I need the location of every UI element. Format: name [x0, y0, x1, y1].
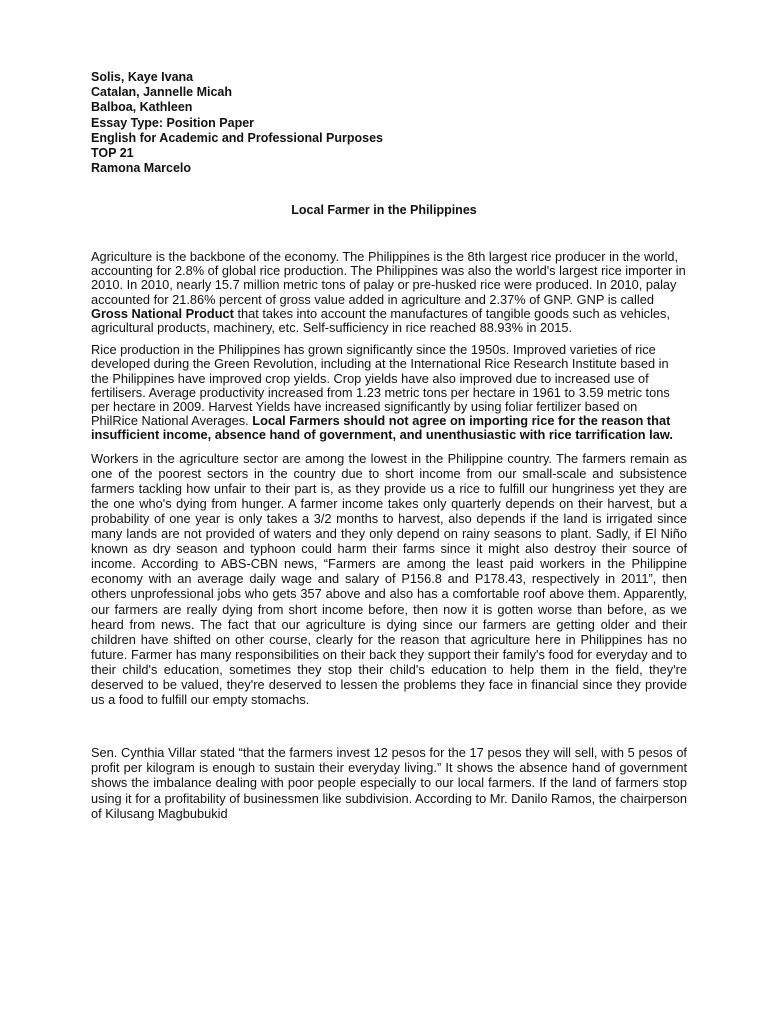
teacher-line: Ramona Marcelo [91, 161, 192, 176]
paragraph-4: Sen. Cynthia Villar stated “that the farmers invest 12 pesos for the 17 pesos they will sell, with 5 pesos of profit per kilogram is enough to sustain their everyday living.” It shows the absence hand of government shows the imbalance dealing with poor people especially to our local farmers. If the land of farmers stop using it for a profitability of businessmen like subdivision. According to Mr. Danilo Ramos, the chairperson of Kilusang Magbubukid [91, 745, 687, 821]
document-title: Local Farmer in the Philippines [291, 203, 477, 217]
author-line-2: Catalan, Jannelle Micah [91, 85, 233, 100]
paragraph-1-bold: Gross National Product [91, 305, 234, 321]
thesis-statement: Local Farmers should not agree on importing rice for the reason that insufficient income, absence hand of government, and unenthusiastic with rice tarrification law. [91, 413, 673, 443]
topic-line: TOP 21 [91, 146, 134, 161]
paragraph-1-text-b: that takes into account the manufactures of tangible goods such as vehicles, agricultural products, machinery, etc. Self-sufficiency in rice reached 88.93% in 2015. [91, 305, 670, 336]
document-body [91, 250, 687, 829]
author-header [91, 70, 691, 176]
author-line-1: Solis, Kaye Ivana [91, 70, 194, 84]
paragraph-3: Workers in the agriculture sector are among the lowest in the Philippine country. The farmers remain as one of the poorest sectors in the country due to short income from our small-scale and subsistence farmers tackling how unfair to their part is, as they provide us a rice to fulfill our hungriness yet they are the one who's dying from hunger. A farmer income takes only quarterly depends on their harvest, but a probability of one year is only takes a 3/2 months to harvest, also depends if the land is irrigated since many lands are not provided of waters and they only depend on rainy seasons to plant. Sadly, if El Niño known as dry season and typhoon could harm their farms since it might also destroy their source of income. According to ABS-CBN news, “Farmers are among the least paid workers in the Philippine economy with an average daily wage and salary of P156.8 and P178.43, respectively in 2011”, then others unprofessional jobs who gets 357 above and also has a comfortable roof above them. Apparently, our farmers are really dying from short income before, then now it is gotten worse than before, as we heard from news. The fact that our agriculture is dying since our farmers are getting older and their children have shifted on other course, clearly for the reason that agriculture here in Philippines has no future. Farmer has many responsibilities on their back they support their family's food for everyday and to their child's education, sometimes they stop their child's education to help them in the field, they're deserved to be valued, they're deserved to lessen the problems they face in financial since they provide us a food to fulfill our empty stomachs. [91, 450, 687, 708]
author-line-3: Balboa, Kathleen [91, 100, 193, 115]
paragraph-2-text: Rice production in the Philippines has grown significantly since the 1950s. Improved varieties of rice developed during the Green Revolution, including at the International Rice Research Institute based in the Philippines have improved crop yields. Crop yields have also improved due to increased use of fertilisers. Average productivity increased from 1.23 metric tons per hectare in 1961 to 3.59 metric tons per hectare in 2009. Harvest Yields have increased significantly by using foliar fertilizer based on PhilRice National Averages. [91, 342, 670, 429]
paragraph-1 [91, 250, 687, 335]
paragraph-1-text-a: Agriculture is the backbone of the economy. The Philippines is the 8th largest rice producer in the world, accounting for 2.8% of global rice production. The Philippines was also the world's largest rice importer in 2010. In 2010, nearly 15.7 million metric tons of palay or pre-husked rice were produced. In 2010, palay accounted for 21.86% percent of gross value added in agriculture and 2.37% of GNP. GNP is called [91, 249, 686, 307]
paragraph-2 [91, 343, 687, 442]
essay-type-line: Essay Type: Position Paper [91, 115, 255, 130]
course-line: English for Academic and Professional Purposes [91, 130, 383, 145]
